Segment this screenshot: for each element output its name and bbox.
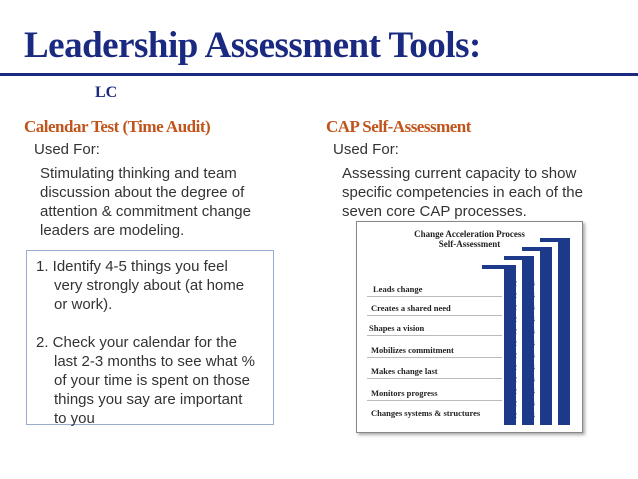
subtitle: LC	[95, 84, 118, 101]
right-description	[342, 164, 583, 221]
rating-scale: 1 2 3 4 5	[504, 387, 546, 396]
stair-bar	[558, 238, 570, 425]
right-description-line: Assessing current capacity to show	[342, 165, 577, 182]
steps-list	[36, 257, 255, 428]
step-line: last 2-3 months to see what %	[54, 353, 255, 370]
calendar-test-heading: Calendar Test (Time Audit)	[24, 117, 211, 136]
left-description-line: discussion about the degree of	[40, 184, 245, 201]
rating-scale: 1 2 3 4 5	[504, 363, 546, 372]
cap-row-label: Leads change	[373, 284, 423, 294]
cap-row-label: Changes systems & structures	[371, 408, 481, 418]
right-description-line: specific competencies in each of the	[342, 184, 583, 201]
figure-title: Change Acceleration Process	[414, 229, 525, 239]
row-divider	[367, 400, 502, 401]
step-line: 2. Check your calendar for the	[36, 334, 237, 351]
step-line: very strongly about (at home	[54, 277, 245, 294]
cap-row-label: Mobilizes commitment	[371, 345, 454, 355]
left-description	[40, 164, 251, 240]
cap-row-label: Shapes a vision	[369, 323, 425, 333]
rating-scale: 1 2 3 4 5	[504, 351, 546, 360]
cap-row-label: Makes change last	[371, 366, 438, 376]
step-line: things you say are important	[54, 391, 243, 408]
step-line: or work).	[54, 296, 113, 313]
figure-subtitle: Self-Assessment	[438, 239, 501, 249]
right-used-for-label: Used For:	[333, 141, 399, 158]
rating-scale: 1 2 3 4 5	[504, 411, 546, 420]
right-description-line: seven core CAP processes.	[342, 203, 527, 220]
rating-scale: 1 2 3 4 5	[504, 399, 546, 408]
step-line: of your time is spent on those	[54, 372, 250, 389]
cap-row-label: Creates a shared need	[371, 303, 451, 313]
row-divider	[367, 315, 502, 316]
step-spacer	[36, 314, 255, 333]
rating-scale: 1 2 3 4 5	[504, 375, 546, 384]
row-divider	[367, 296, 502, 297]
cap-heading: CAP Self-Assessment	[326, 117, 471, 136]
left-description-line: attention & commitment change	[40, 203, 251, 220]
page-title: Leadership Assessment Tools:	[24, 25, 481, 66]
row-divider	[367, 378, 502, 379]
step-line: 1. Identify 4-5 things you feel	[36, 258, 228, 275]
row-divider	[367, 357, 502, 358]
cap-row-label: Monitors progress	[371, 388, 438, 398]
left-used-for-label: Used For:	[34, 141, 100, 158]
left-description-line: leaders are modeling.	[40, 222, 185, 239]
left-description-line: Stimulating thinking and team	[40, 165, 237, 182]
rating-scale: 1 2 3 4	[504, 291, 537, 300]
title-divider	[0, 73, 638, 76]
rating-scale: 1 2 3 4 5	[504, 303, 546, 312]
rating-scale: 1 2 3 4 5	[504, 315, 546, 324]
rating-scale: 1 2 3 4 5	[504, 339, 546, 348]
row-divider	[367, 335, 502, 336]
rating-scale: 1 2 3 4	[504, 279, 537, 288]
step-line: to you	[54, 410, 95, 427]
cap-self-assessment-figure	[356, 221, 583, 433]
rating-scale: 1 2 3 4 5	[504, 327, 546, 336]
